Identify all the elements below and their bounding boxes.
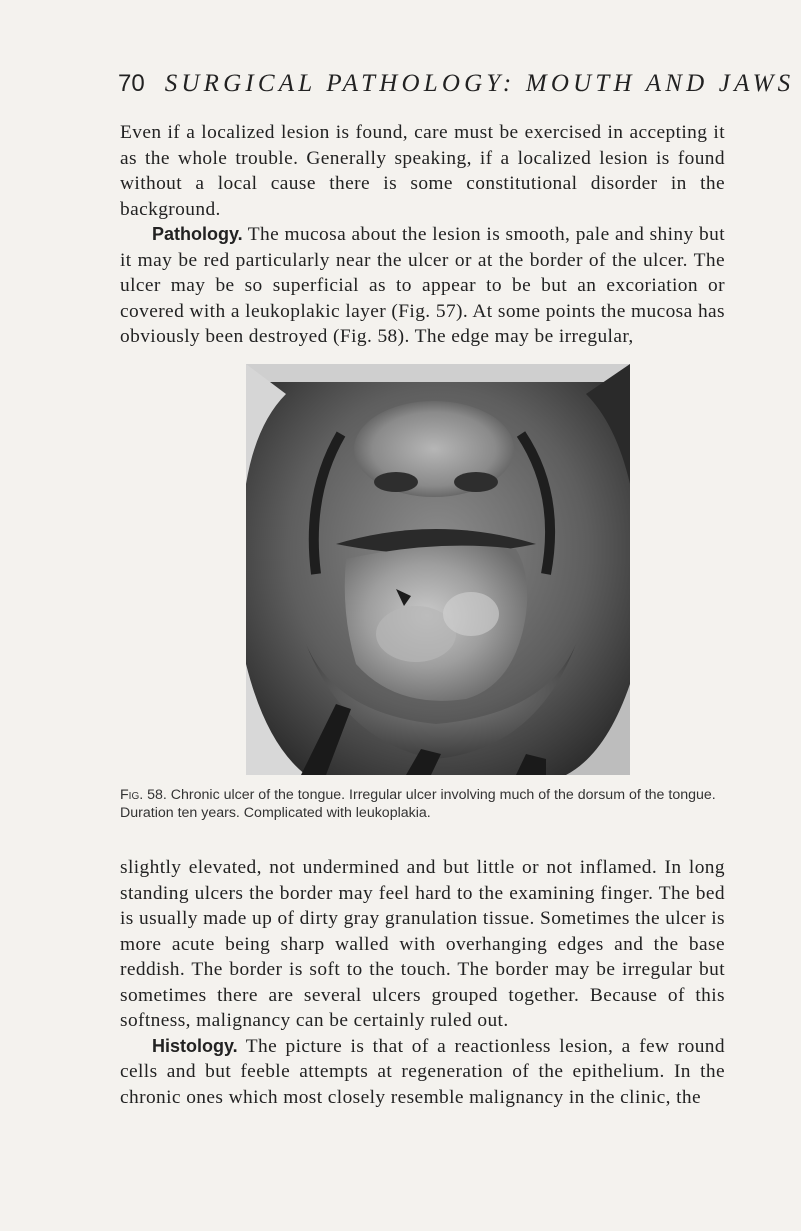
paragraph-histology: [120, 1034, 725, 1111]
figure-label: Fig. 58.: [120, 787, 167, 803]
running-header: [118, 70, 795, 110]
paragraph-histology-body: The picture is that of a reactionless lesion, a few round cells and but feeble attempts at regeneration of the epithelium. In the chronic ones which most closely resemble malignancy in the clinic, the: [120, 1035, 725, 1108]
body-text-top: [120, 120, 725, 350]
paragraph-continuation: slightly elevated, not undermined and but little or not inflamed. In long standing ulcers the border may feel hard to the examining finger. The bed is usually made up of dirty gray granulation tissue. Sometimes the ulcer is more acute being sharp walled with overhanging edges and the base reddish. The border is soft to the touch. The border may be irregular but sometimes there are several ulcers grouped together. Because of this softness, malignancy can be certainly ruled out.: [120, 857, 725, 1031]
running-title: SURGICAL PATHOLOGY: MOUTH AND JAWS: [164, 70, 795, 97]
figure-caption-text: Chronic ulcer of the tongue. Irregular ulcer involving much of the dorsum of the tongue. Duration ten years. Complicated with leukoplakia.: [120, 787, 716, 821]
section-heading-histology: Histology.: [152, 1035, 238, 1056]
tongue-ulcer-photo: [246, 364, 630, 775]
paragraph-pathology-body: The mucosa about the lesion is smooth, pale and shiny but it may be red particularly near the ulcer or at the border of the ulcer. The ulcer may be so superficial as to appear to be but an excoriation or covered with a leukoplakic layer (Fig. 57). At some points the mucosa has obviously been destroyed (Fig. 58). The edge may be irregular,: [120, 224, 725, 347]
figure-photograph: [246, 364, 630, 775]
paragraph-intro: Even if a localized lesion is found, care must be exercised in accepting it as the whole trouble. Generally speaking, if a localized lesion is found without a local cause there is some constitutional disorder in the background.: [120, 122, 725, 220]
section-heading-pathology: Pathology.: [152, 224, 243, 244]
figure-caption: [120, 786, 722, 822]
body-text-bottom: [120, 855, 725, 1110]
page-number: 70: [118, 70, 145, 97]
paragraph-pathology: [120, 222, 725, 350]
